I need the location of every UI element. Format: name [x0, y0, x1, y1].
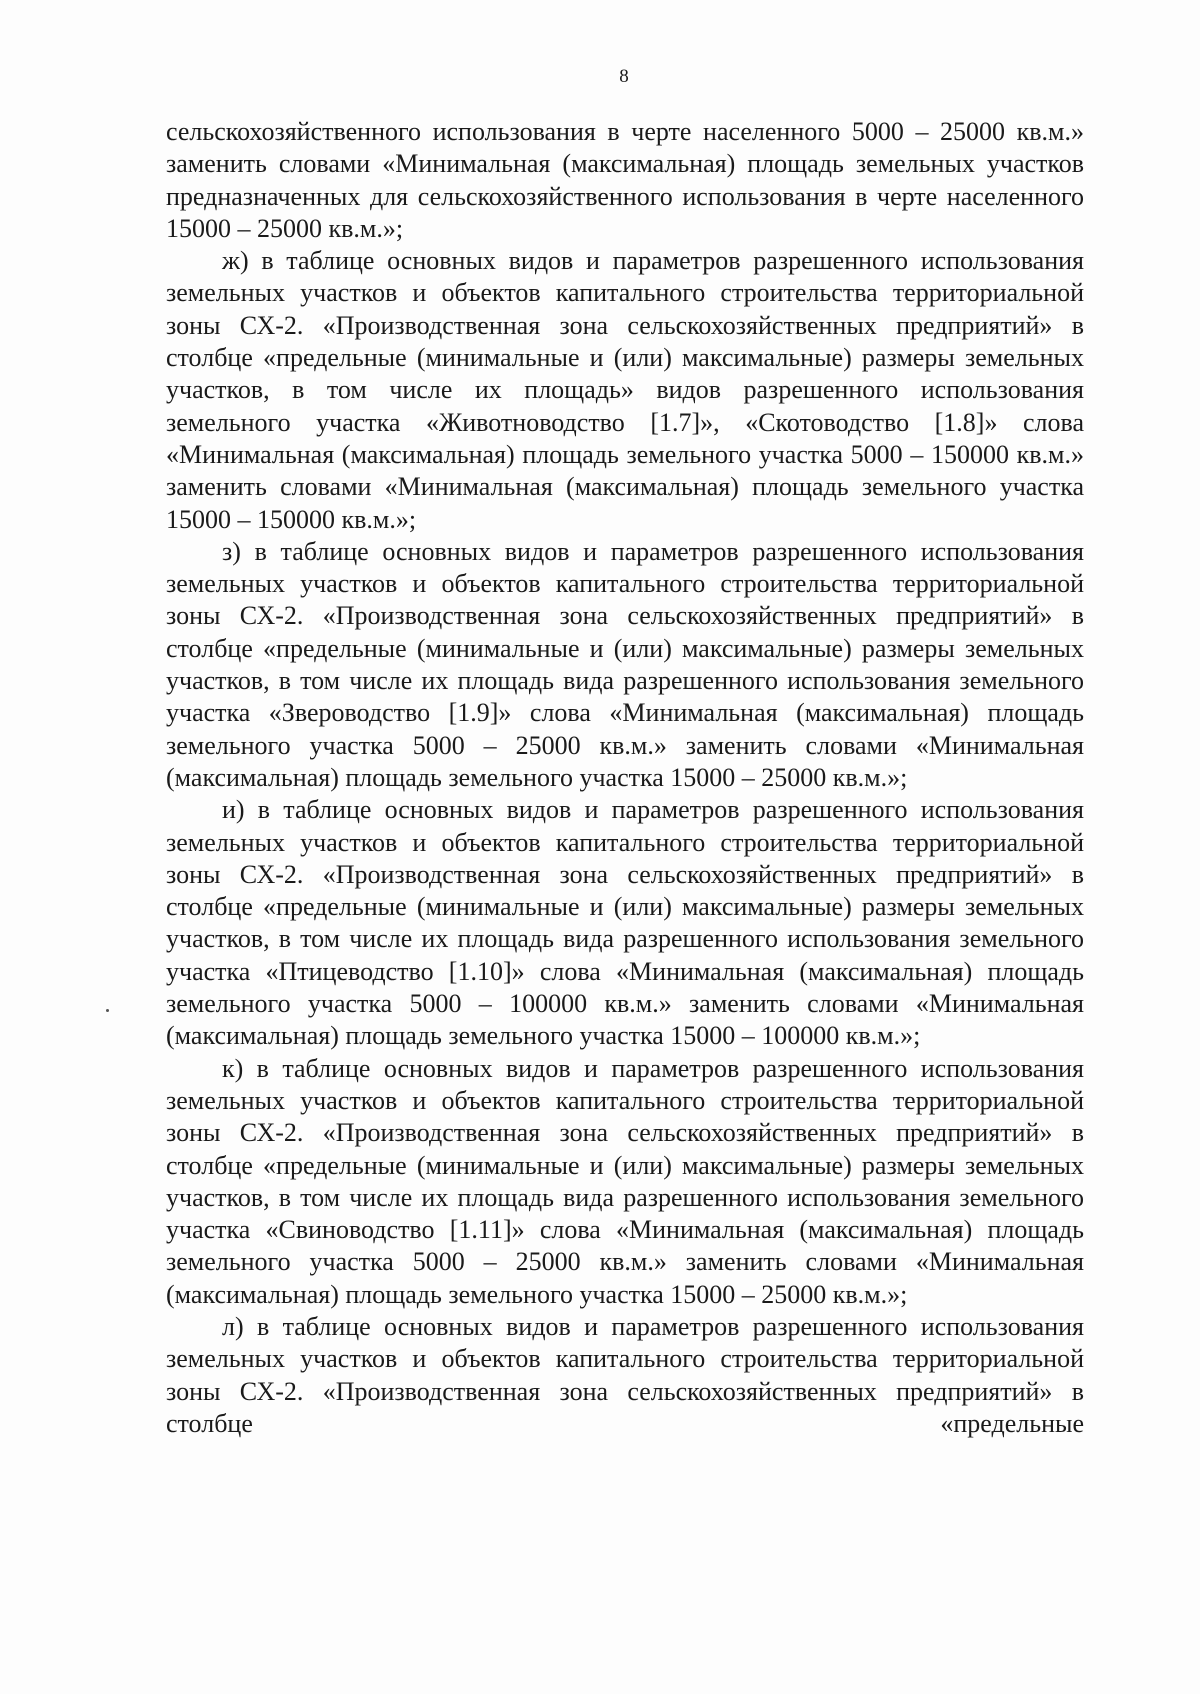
paragraph-item-i: и) в таблице основных видов и параметров разрешенного использования земельных участков и объектов капитального строительства территориальной зоны СХ-2. «Производственная зона сельскохозяйственных предприятий» в столбце «предельные (минимальные и (или) максимальные) размеры земельных участков, в том числе их площадь вида разрешенного использования земельного участка «Птицеводство [1.10]» слова «Минимальная (максимальная) площадь земельного участка 5000 – 100000 кв.м.» заменить словами «Минимальная (максимальная) площадь земельного участка 15000 – 100000 кв.м.»;: [166, 795, 1084, 1051]
paragraph-item-l: л) в таблице основных видов и параметров разрешенного использования земельных участков и объектов капитального строительства территориальной зоны СХ-2. «Производственная зона сельскохозяйственных предприятий» в столбце «предельные: [166, 1311, 1084, 1438]
paragraph-item-z: з) в таблице основных видов и параметров разрешенного использования земельных участков и объектов капитального строительства территориальной зоны СХ-2. «Производственная зона сельскохозяйственных предприятий» в столбце «предельные (минимальные и (или) максимальные) размеры земельных участков, в том числе их площадь вида разрешенного использования земельного участка «Звероводство [1.9]» слова «Минимальная (максимальная) площадь земельного участка 5000 – 25000 кв.м.» заменить словами «Минимальная (максимальная) площадь земельного участка 15000 – 25000 кв.м.»;: [166, 536, 1084, 792]
paragraph-continuation: сельскохозяйственного использования в черте населенного 5000 – 25000 кв.м.» заменить словами «Минимальная (максимальная) площадь земельных участков предназначенных для сельскохозяйственного использования в черте населенного 15000 – 25000 кв.м.»;: [166, 117, 1084, 243]
scan-speck: [106, 1009, 109, 1012]
document-body: [166, 116, 1084, 1440]
paragraph-item-k: к) в таблице основных видов и параметров разрешенного использования земельных участков и объектов капитального строительства территориальной зоны СХ-2. «Производственная зона сельскохозяйственных предприятий» в столбце «предельные (минимальные и (или) максимальные) размеры земельных участков, в том числе их площадь вида разрешенного использования земельного участка «Свиноводство [1.11]» слова «Минимальная (максимальная) площадь земельного участка 5000 – 25000 кв.м.» заменить словами «Минимальная (максимальная) площадь земельного участка 15000 – 25000 кв.м.»;: [166, 1053, 1084, 1309]
page-number: 8: [619, 66, 629, 87]
paragraph-item-zh: ж) в таблице основных видов и параметров разрешенного использования земельных участков и объектов капитального строительства территориальной зоны СХ-2. «Производственная зона сельскохозяйственных предприятий» в столбце «предельные (минимальные и (или) максимальные) размеры земельных участков, в том числе их площадь» видов разрешенного использования земельного участка «Животноводство [1.7]», «Скотоводство [1.8]» слова «Минимальная (максимальная) площадь земельного участка 5000 – 150000 кв.м.» заменить словами «Минимальная (максимальная) площадь земельного участка 15000 – 150000 кв.м.»;: [166, 246, 1084, 534]
